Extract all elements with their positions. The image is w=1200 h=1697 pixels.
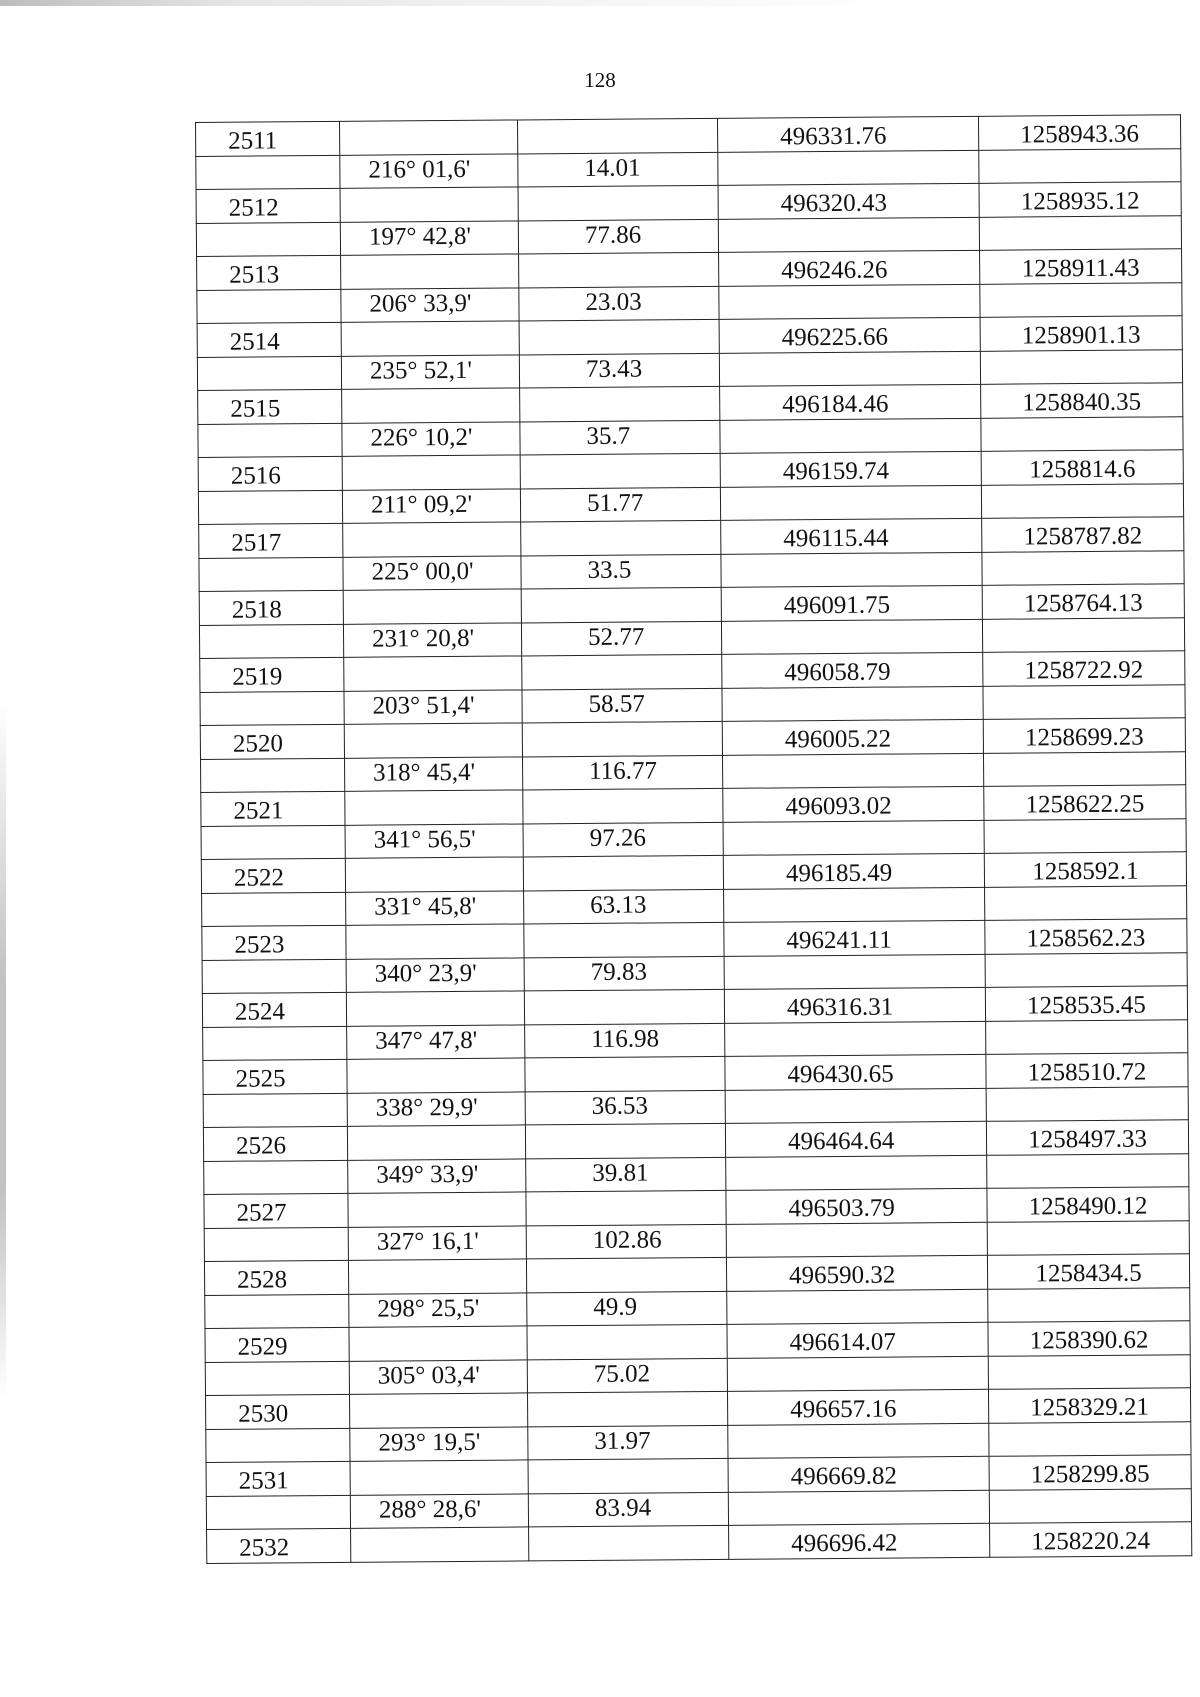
y-coordinate-cell: 1258901.13 [980,316,1182,351]
point-number-cell: 2527 [204,1193,348,1228]
coordinates-table-wrapper [195,114,1191,1563]
distance-cell [520,386,720,421]
direction-angle-cell [343,589,521,624]
direction-angle-cell [351,1527,529,1562]
y-coordinate-cell: 1258814.6 [981,450,1183,485]
x-coordinate-cell [727,1356,988,1392]
direction-angle-cell [346,991,524,1026]
y-coordinate-cell: 1258622.25 [984,785,1186,820]
y-coordinate-cell [980,282,1182,317]
y-coordinate-cell [986,1086,1188,1121]
distance-cell [528,1458,728,1493]
point-number-cell [205,1294,349,1329]
x-coordinate-cell [728,1490,989,1526]
y-coordinate-cell [984,818,1186,853]
point-number-cell [196,222,340,257]
point-number-cell: 2518 [199,590,343,625]
distance-cell [520,453,720,488]
direction-angle-cell: 318° 45,4' [344,756,522,791]
distance-cell [523,855,723,890]
x-coordinate-cell: 496657.16 [727,1389,988,1425]
y-coordinate-cell: 1258911.43 [980,249,1182,284]
distance-cell: 97.26 [523,822,723,857]
x-coordinate-cell: 496590.32 [726,1255,987,1291]
distance-cell [524,989,724,1024]
direction-angle-cell [350,1460,528,1495]
x-coordinate-cell [724,954,985,990]
point-number-cell [204,1227,348,1262]
point-number-cell [196,155,340,190]
distance-cell: 39.81 [526,1157,726,1192]
distance-cell [525,1056,725,1091]
distance-cell: 36.53 [525,1090,725,1125]
distance-cell [523,788,723,823]
y-coordinate-cell [983,684,1185,719]
point-number-cell: 2523 [202,925,346,960]
point-number-cell [197,289,341,324]
y-coordinate-cell [989,1488,1191,1523]
x-coordinate-cell: 496696.42 [729,1523,990,1559]
distance-cell [527,1391,727,1426]
direction-angle-cell: 231° 20,8' [343,622,521,657]
x-coordinate-cell [726,1222,987,1258]
point-number-cell: 2515 [198,389,342,424]
distance-cell: 14.01 [518,152,718,187]
direction-angle-cell [342,388,520,423]
direction-angle-cell: 327° 16,1' [348,1225,526,1260]
y-coordinate-cell: 1258535.45 [985,986,1187,1021]
x-coordinate-cell: 496241.11 [724,920,985,956]
distance-cell [529,1525,729,1560]
direction-angle-cell [340,187,518,222]
direction-angle-cell [345,790,523,825]
direction-angle-cell: 331° 45,8' [346,890,524,925]
distance-cell [522,721,722,756]
y-coordinate-cell: 1258434.5 [987,1254,1189,1289]
x-coordinate-cell [721,619,982,655]
x-coordinate-cell [720,418,981,454]
x-coordinate-cell: 496669.82 [728,1456,989,1492]
x-coordinate-cell [720,485,981,521]
distance-cell: 83.94 [528,1492,728,1527]
y-coordinate-cell [988,1287,1190,1322]
point-number-cell [204,1160,348,1195]
x-coordinate-cell: 496430.65 [725,1054,986,1090]
direction-angle-cell: 305° 03,4' [349,1359,527,1394]
distance-cell [518,185,718,220]
x-coordinate-cell [725,1088,986,1124]
point-number-cell: 2513 [197,255,341,290]
y-coordinate-cell [989,1421,1191,1456]
distance-cell: 116.77 [522,755,722,790]
x-coordinate-cell: 496320.43 [718,183,979,219]
direction-angle-cell: 293° 19,5' [350,1426,528,1461]
y-coordinate-cell [981,483,1183,518]
coordinates-table-body [196,115,1192,1563]
point-number-cell: 2525 [203,1059,347,1094]
y-coordinate-cell: 1258299.85 [989,1455,1191,1490]
point-number-cell [198,423,342,458]
x-coordinate-cell: 496185.49 [723,853,984,889]
y-coordinate-cell: 1258840.35 [981,383,1183,418]
distance-cell: 23.03 [519,286,719,321]
direction-angle-cell [342,455,520,490]
x-coordinate-cell [726,1155,987,1191]
y-coordinate-cell [983,751,1185,786]
distance-cell: 52.77 [521,621,721,656]
point-number-cell: 2520 [200,724,344,759]
direction-angle-cell [349,1393,527,1428]
x-coordinate-cell [722,686,983,722]
distance-cell: 102.86 [526,1224,726,1259]
y-coordinate-cell: 1258935.12 [979,182,1181,217]
point-number-cell: 2531 [206,1461,350,1496]
direction-angle-cell: 349° 33,9' [348,1158,526,1193]
x-coordinate-cell: 496331.76 [717,116,978,152]
point-number-cell [202,959,346,994]
distance-cell: 58.57 [522,688,722,723]
x-coordinate-cell [722,753,983,789]
point-number-cell [197,356,341,391]
distance-cell: 33.5 [521,554,721,589]
y-coordinate-cell [979,148,1181,183]
y-coordinate-cell [979,215,1181,250]
y-coordinate-cell: 1258220.24 [990,1522,1192,1557]
point-number-cell: 2521 [201,791,345,826]
x-coordinate-cell [723,820,984,856]
y-coordinate-cell: 1258390.62 [988,1321,1190,1356]
distance-cell: 77.86 [518,219,718,254]
point-number-cell [203,1093,347,1128]
direction-angle-cell: 206° 33,9' [341,287,519,322]
y-coordinate-cell [987,1153,1189,1188]
direction-angle-cell [344,656,522,691]
y-coordinate-cell [986,1019,1188,1054]
point-number-cell: 2524 [202,992,346,1027]
direction-angle-cell [345,857,523,892]
x-coordinate-cell: 496503.79 [726,1188,987,1224]
point-number-cell [199,624,343,659]
distance-cell: 73.43 [519,353,719,388]
y-coordinate-cell: 1258497.33 [986,1120,1188,1155]
direction-angle-cell: 211° 09,2' [342,488,520,523]
point-number-cell: 2529 [205,1327,349,1362]
x-coordinate-cell [721,552,982,588]
x-coordinate-cell: 496115.44 [721,518,982,554]
x-coordinate-cell [728,1423,989,1459]
x-coordinate-cell: 496159.74 [720,451,981,487]
point-number-cell: 2522 [201,858,345,893]
direction-angle-cell: 288° 28,6' [350,1493,528,1528]
point-number-cell [200,691,344,726]
table-row [207,1522,1192,1563]
scan-edge-top [0,0,1200,6]
direction-angle-cell [341,254,519,289]
direction-angle-cell: 298° 25,5' [349,1292,527,1327]
distance-cell [522,654,722,689]
direction-angle-cell: 216° 01,6' [340,153,518,188]
direction-angle-cell [348,1259,526,1294]
direction-angle-cell [341,321,519,356]
x-coordinate-cell [719,351,980,387]
distance-cell: 49.9 [527,1291,727,1326]
distance-cell: 116.98 [525,1023,725,1058]
point-number-cell: 2514 [197,322,341,357]
x-coordinate-cell [718,150,979,186]
x-coordinate-cell: 496464.64 [725,1121,986,1157]
distance-cell [525,1123,725,1158]
point-number-cell [201,758,345,793]
point-number-cell: 2519 [200,657,344,692]
direction-angle-cell: 235° 52,1' [341,354,519,389]
distance-cell: 63.13 [524,889,724,924]
distance-cell: 31.97 [528,1425,728,1460]
direction-angle-cell: 197° 42,8' [340,220,518,255]
y-coordinate-cell [988,1354,1190,1389]
y-coordinate-cell: 1258592.1 [984,852,1186,887]
point-number-cell [201,825,345,860]
y-coordinate-cell [982,617,1184,652]
x-coordinate-cell: 496091.75 [721,585,982,621]
direction-angle-cell: 338° 29,9' [347,1091,525,1126]
x-coordinate-cell: 496184.46 [720,384,981,420]
point-number-cell: 2516 [198,456,342,491]
y-coordinate-cell: 1258943.36 [978,115,1180,150]
y-coordinate-cell: 1258510.72 [986,1053,1188,1088]
x-coordinate-cell: 496058.79 [722,652,983,688]
distance-cell: 51.77 [520,487,720,522]
direction-angle-cell [343,522,521,557]
direction-angle-cell [344,723,522,758]
point-number-cell: 2528 [204,1260,348,1295]
direction-angle-cell: 341° 56,5' [345,823,523,858]
direction-angle-cell [347,1125,525,1160]
y-coordinate-cell [982,550,1184,585]
distance-cell [521,520,721,555]
distance-cell [527,1324,727,1359]
direction-angle-cell: 203° 51,4' [344,689,522,724]
direction-angle-cell [349,1326,527,1361]
direction-angle-cell: 340° 23,9' [346,957,524,992]
coordinates-table [195,114,1192,1563]
x-coordinate-cell: 496316.31 [724,987,985,1023]
x-coordinate-cell: 496225.66 [719,317,980,353]
point-number-cell: 2530 [206,1394,350,1429]
point-number-cell: 2517 [199,523,343,558]
point-number-cell [203,1026,347,1061]
y-coordinate-cell: 1258329.21 [988,1388,1190,1423]
point-number-cell: 2532 [207,1528,351,1563]
x-coordinate-cell [719,284,980,320]
y-coordinate-cell: 1258562.23 [985,919,1187,954]
direction-angle-cell [347,1058,525,1093]
direction-angle-cell [346,924,524,959]
y-coordinate-cell [980,349,1182,384]
point-number-cell [202,892,346,927]
direction-angle-cell: 226° 10,2' [342,421,520,456]
distance-cell [519,319,719,354]
page-number: 128 [584,68,616,92]
y-coordinate-cell: 1258722.92 [983,651,1185,686]
point-number-cell: 2512 [196,188,340,223]
distance-cell: 35.7 [520,420,720,455]
direction-angle-cell [339,120,517,155]
y-coordinate-cell [985,952,1187,987]
point-number-cell: 2511 [196,121,340,156]
y-coordinate-cell: 1258699.23 [983,718,1185,753]
y-coordinate-cell: 1258490.12 [987,1187,1189,1222]
distance-cell [526,1190,726,1225]
x-coordinate-cell [718,217,979,253]
point-number-cell [205,1361,349,1396]
y-coordinate-cell [981,416,1183,451]
x-coordinate-cell: 496614.07 [727,1322,988,1358]
y-coordinate-cell [987,1220,1189,1255]
x-coordinate-cell: 496093.02 [723,786,984,822]
distance-cell [517,118,717,153]
y-coordinate-cell [985,885,1187,920]
distance-cell [524,922,724,957]
point-number-cell [198,490,342,525]
point-number-cell: 2526 [203,1126,347,1161]
x-coordinate-cell: 496005.22 [722,719,983,755]
distance-cell [526,1257,726,1292]
x-coordinate-cell: 496246.26 [719,250,980,286]
direction-angle-cell [348,1192,526,1227]
distance-cell [521,587,721,622]
distance-cell [519,252,719,287]
x-coordinate-cell [725,1021,986,1057]
point-number-cell [206,1428,350,1463]
y-coordinate-cell: 1258764.13 [982,584,1184,619]
distance-cell: 75.02 [527,1358,727,1393]
point-number-cell [206,1495,350,1530]
point-number-cell [199,557,343,592]
direction-angle-cell: 225° 00,0' [343,555,521,590]
scan-edge-left [0,700,6,1400]
y-coordinate-cell: 1258787.82 [982,517,1184,552]
distance-cell: 79.83 [524,956,724,991]
x-coordinate-cell [727,1289,988,1325]
direction-angle-cell: 347° 47,8' [347,1024,525,1059]
x-coordinate-cell [724,887,985,923]
